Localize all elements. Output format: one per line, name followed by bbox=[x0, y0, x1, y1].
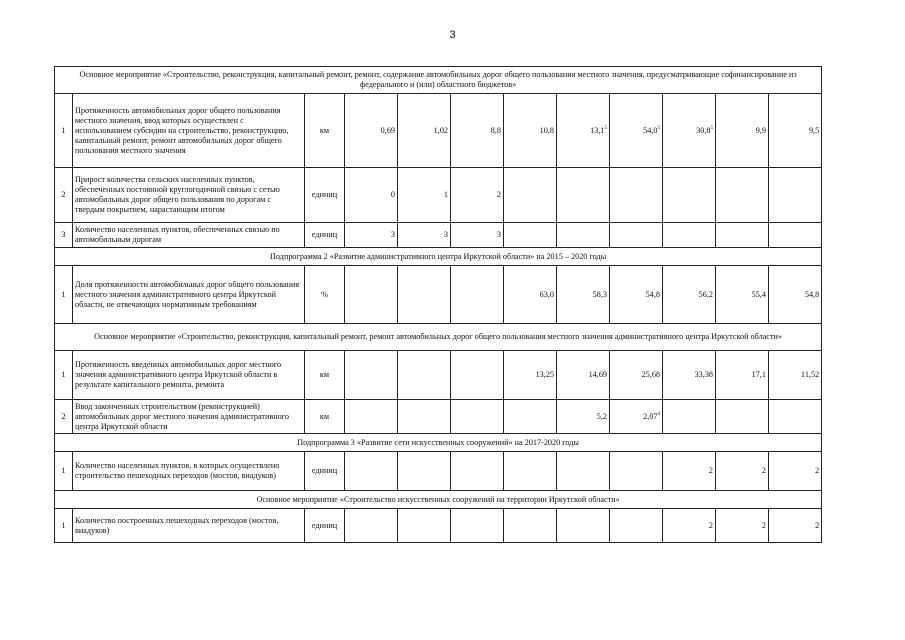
value-cell bbox=[504, 452, 557, 491]
value-cell bbox=[398, 266, 451, 324]
value-text: 55,4 bbox=[751, 289, 766, 299]
value-cell bbox=[451, 509, 504, 543]
value-cell bbox=[398, 223, 451, 248]
table-body bbox=[55, 67, 822, 543]
row-number: 2 bbox=[55, 400, 73, 434]
indicators-table bbox=[54, 66, 822, 543]
value-text: 2 bbox=[761, 466, 766, 475]
value-cell bbox=[769, 452, 822, 491]
value-cell bbox=[716, 351, 769, 400]
row-number: 3 bbox=[55, 223, 73, 248]
value-text: 25,68 bbox=[641, 370, 660, 379]
value-cell bbox=[663, 400, 716, 434]
section-header-row bbox=[55, 491, 822, 509]
value-cell bbox=[451, 168, 504, 223]
value-cell bbox=[398, 168, 451, 223]
value-cell bbox=[345, 94, 398, 168]
section-title: Основное мероприятие «Строительство, реконструкция, капитальный ремонт, ремонт автомобильных дорог общего пользования местного значения административного центра Иркутской области» bbox=[55, 324, 822, 351]
table-row bbox=[55, 351, 822, 400]
value-cell bbox=[504, 223, 557, 248]
row-number: 1 bbox=[55, 94, 73, 168]
table-row bbox=[55, 400, 822, 434]
value-text: 1,02 bbox=[433, 125, 448, 135]
section-header-row bbox=[55, 248, 822, 266]
value-text: 9,9 bbox=[755, 125, 766, 135]
value-cell bbox=[345, 400, 398, 434]
value-text: 54,0 bbox=[643, 125, 658, 135]
value-cell bbox=[769, 266, 822, 324]
value-cell bbox=[504, 400, 557, 434]
value-cell bbox=[610, 168, 663, 223]
value-text: 13,1 bbox=[590, 125, 605, 135]
section-title: Подпрограмма 2 «Развитие административного центра Иркутской области» на 2015 – 2020 годы bbox=[55, 248, 822, 266]
value-text: 3 bbox=[443, 230, 448, 239]
unit-of-measure: км bbox=[305, 94, 345, 168]
value-cell bbox=[769, 94, 822, 168]
row-number: 1 bbox=[55, 351, 73, 400]
value-cell bbox=[557, 452, 610, 491]
value-cell bbox=[557, 509, 610, 543]
value-text: 54,8 bbox=[804, 289, 820, 299]
indicator-name: Протяженность автомобильных дорог общего пользования местного значения, ввод которых осуществлен с использованием субсидии на строительство, реконструкцию, капитальный ремонт, ремонт автомобильных дорог общего пользования местного значения bbox=[73, 94, 305, 168]
value-cell bbox=[663, 266, 716, 324]
value-text: 2,07 bbox=[643, 411, 658, 421]
value-cell bbox=[451, 351, 504, 400]
section-header-row bbox=[55, 324, 822, 351]
value-text: 10,8 bbox=[539, 125, 554, 135]
value-cell bbox=[610, 351, 663, 400]
value-text: 2 bbox=[708, 466, 713, 475]
value-cell bbox=[504, 94, 557, 168]
unit-of-measure: км bbox=[305, 400, 345, 434]
value-cell bbox=[663, 94, 716, 168]
value-text: 2 bbox=[815, 466, 820, 475]
value-text: 63,0 bbox=[539, 289, 554, 299]
value-cell bbox=[716, 452, 769, 491]
value-cell bbox=[451, 400, 504, 434]
value-cell bbox=[769, 223, 822, 248]
value-text: 2 bbox=[496, 190, 501, 199]
value-cell bbox=[345, 452, 398, 491]
value-cell bbox=[504, 168, 557, 223]
value-text: 54,8 bbox=[645, 289, 660, 299]
value-text: 13,25 bbox=[535, 370, 554, 379]
value-cell bbox=[398, 452, 451, 491]
value-cell bbox=[557, 223, 610, 248]
indicator-name: Протяженность введенных автомобильных дорог местного значения административного центра Иркутской области в результате капитального ремонта, ремонта bbox=[73, 351, 305, 400]
value-text: 9,5 bbox=[808, 125, 820, 135]
section-title: Подпрограмма 3 «Развитие сети искусственных сооружений» на 2017-2020 годы bbox=[55, 434, 822, 452]
table-row bbox=[55, 509, 822, 543]
value-cell bbox=[345, 168, 398, 223]
value-text: 0 bbox=[390, 190, 395, 199]
value-text: 30,8 bbox=[696, 125, 711, 135]
value-cell bbox=[557, 400, 610, 434]
value-text: 2 bbox=[815, 520, 820, 530]
value-text: 33,38 bbox=[694, 370, 713, 379]
value-text: 2 bbox=[708, 520, 713, 530]
value-cell bbox=[663, 351, 716, 400]
value-text: 14,69 bbox=[588, 370, 607, 379]
value-cell bbox=[610, 509, 663, 543]
value-cell bbox=[398, 400, 451, 434]
indicator-name: Количество населенных пунктов, обеспеченных связью по автомобильным дорогам bbox=[73, 223, 305, 248]
value-text: 58,3 bbox=[592, 289, 607, 299]
indicator-name: Прирост количества сельских населенных пунктов, обеспеченных постоянной круглогодичной связью с сетью автомобильных дорог общего пользования по дорогам с твердым покрытием, нарастающим итогом bbox=[73, 168, 305, 223]
value-cell bbox=[398, 94, 451, 168]
unit-of-measure: единиц bbox=[305, 452, 345, 491]
value-cell bbox=[610, 266, 663, 324]
footnote-mark: 5 bbox=[710, 125, 713, 131]
value-cell bbox=[663, 223, 716, 248]
value-text: 17,1 bbox=[751, 370, 766, 379]
table-row bbox=[55, 223, 822, 248]
value-cell bbox=[557, 266, 610, 324]
indicator-name: Ввод законченных строительством (реконструкцией) автомобильных дорог местного значения административного центра Иркутской области bbox=[73, 400, 305, 434]
value-cell bbox=[610, 223, 663, 248]
value-cell bbox=[610, 400, 663, 434]
section-header-row bbox=[55, 67, 822, 94]
value-cell bbox=[769, 509, 822, 543]
value-cell bbox=[716, 266, 769, 324]
value-cell bbox=[610, 94, 663, 168]
table-row bbox=[55, 266, 822, 324]
value-cell bbox=[716, 400, 769, 434]
row-number: 1 bbox=[55, 509, 73, 543]
value-cell bbox=[398, 351, 451, 400]
value-cell bbox=[504, 266, 557, 324]
unit-of-measure: единиц bbox=[305, 168, 345, 223]
value-cell bbox=[398, 509, 451, 543]
table-row bbox=[55, 168, 822, 223]
value-text: 5,2 bbox=[596, 411, 607, 421]
section-title: Основное мероприятие «Строительство, реконструкция, капитальный ремонт, ремонт, содержание автомобильных дорог общего пользования местного значения, предусматривающие софинансирование из федерального и (или) областного бюджетов» bbox=[55, 67, 822, 94]
value-text: 0,69 bbox=[380, 125, 395, 135]
value-cell bbox=[345, 223, 398, 248]
value-cell bbox=[557, 351, 610, 400]
value-text: 1 bbox=[443, 190, 448, 199]
footnote-mark: 5 bbox=[657, 125, 660, 131]
value-cell bbox=[557, 94, 610, 168]
footnote-mark: 4 bbox=[657, 411, 660, 417]
value-cell bbox=[345, 509, 398, 543]
value-cell bbox=[451, 452, 504, 491]
value-cell bbox=[557, 168, 610, 223]
value-cell bbox=[451, 266, 504, 324]
section-title: Основное мероприятие «Строительство искусственных сооружений на территории Иркутской области» bbox=[55, 491, 822, 509]
value-cell bbox=[716, 223, 769, 248]
indicator-name: Количество построенных пешеходных переходов (мостов, виадуков) bbox=[73, 509, 305, 543]
value-text: 3 bbox=[496, 230, 501, 239]
indicator-name: Количество населенных пунктов, в которых осуществлено строительство пешеходных переходов (мостов, виадуков) bbox=[73, 452, 305, 491]
value-cell bbox=[769, 168, 822, 223]
footnote-mark: 5 bbox=[604, 125, 607, 131]
value-cell bbox=[769, 400, 822, 434]
value-cell bbox=[716, 94, 769, 168]
value-cell bbox=[504, 351, 557, 400]
value-cell bbox=[451, 223, 504, 248]
unit-of-measure: единиц bbox=[305, 223, 345, 248]
table-row bbox=[55, 452, 822, 491]
section-header-row bbox=[55, 434, 822, 452]
row-number: 2 bbox=[55, 168, 73, 223]
table-row bbox=[55, 94, 822, 168]
value-cell bbox=[345, 351, 398, 400]
value-cell bbox=[716, 168, 769, 223]
value-text: 11,52 bbox=[801, 370, 820, 379]
value-text: 3 bbox=[390, 230, 395, 239]
unit-of-measure: единиц bbox=[305, 509, 345, 543]
page-number: 3 bbox=[449, 29, 456, 41]
row-number: 1 bbox=[55, 452, 73, 491]
value-cell bbox=[769, 351, 822, 400]
value-text: 56,2 bbox=[698, 289, 713, 299]
value-cell bbox=[663, 509, 716, 543]
value-cell bbox=[716, 509, 769, 543]
row-number: 1 bbox=[55, 266, 73, 324]
value-cell bbox=[451, 94, 504, 168]
value-text: 2 bbox=[761, 520, 766, 530]
value-cell bbox=[345, 266, 398, 324]
value-cell bbox=[610, 452, 663, 491]
unit-of-measure: % bbox=[305, 266, 345, 324]
value-text: 8,8 bbox=[490, 125, 501, 135]
value-cell bbox=[504, 509, 557, 543]
indicator-name: Доля протяженности автомобильных дорог общего пользования местного значения административного центра Иркутской области, не отвечающих нормативным требованиям bbox=[73, 266, 305, 324]
unit-of-measure: км bbox=[305, 351, 345, 400]
value-cell bbox=[663, 168, 716, 223]
value-cell bbox=[663, 452, 716, 491]
